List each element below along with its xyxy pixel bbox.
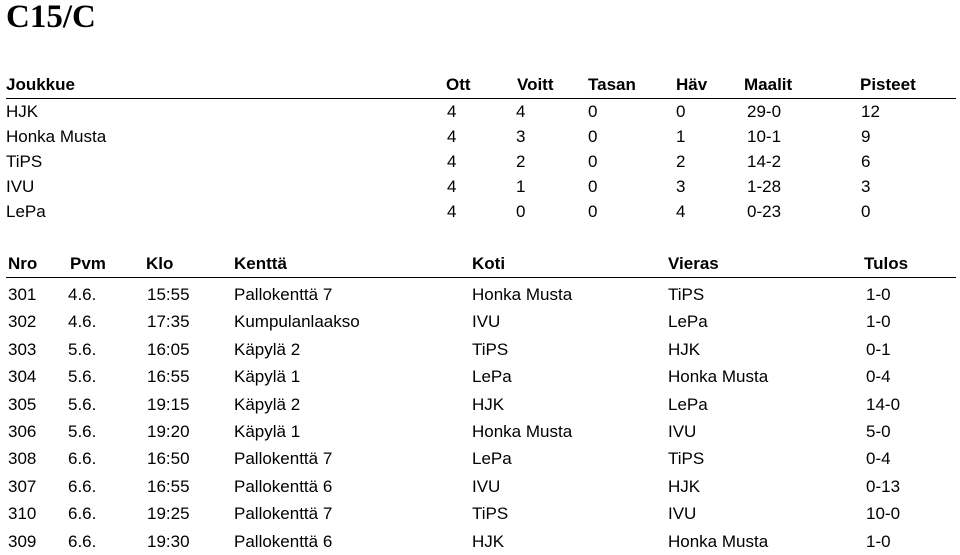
- match-cell-koti: LePa: [472, 449, 512, 469]
- match-cell-nro: 301: [8, 285, 37, 304]
- match-row: [6, 500, 956, 527]
- standings-cell-tasan: 0: [588, 177, 598, 196]
- standings-cell-hav: 1: [676, 127, 686, 146]
- standings-cell-ott: 4: [447, 127, 457, 146]
- match-cell-kentta: Kumpulanlaakso: [234, 312, 360, 332]
- match-cell-vieras: IVU: [668, 504, 697, 524]
- match-cell-klo: 19:30: [147, 531, 190, 551]
- match-cell-koti: TiPS: [472, 504, 509, 524]
- match-cell-kentta: Pallokenttä 7: [234, 449, 333, 469]
- match-cell-koti: LePa: [472, 367, 512, 387]
- match-cell-kentta: Käpylä 2: [234, 394, 301, 414]
- header-tasan: Tasan: [588, 75, 636, 94]
- match-cell-kentta: Pallokenttä 6: [234, 476, 333, 496]
- standings-body: [6, 99, 956, 224]
- match-cell-vieras: LePa: [668, 312, 708, 332]
- header-pisteet: Pisteet: [860, 75, 916, 94]
- standings-cell-team: IVU: [6, 177, 35, 196]
- match-cell-kentta: Pallokenttä 7: [234, 504, 333, 524]
- header-team: Joukkue: [6, 75, 75, 94]
- match-cell-pvm: 6.6.: [68, 504, 97, 524]
- match-cell-pvm: 5.6.: [68, 367, 97, 387]
- header-hav: Häv: [676, 75, 708, 94]
- standings-table: [6, 72, 956, 224]
- standings-cell-voitt: 1: [516, 177, 526, 196]
- header-koti: Koti: [472, 254, 506, 273]
- matches-header-row: [6, 250, 956, 278]
- standings-cell-maalit: 14-2: [747, 152, 782, 171]
- standings-cell-tasan: 0: [588, 102, 598, 121]
- header-vieras: Vieras: [668, 254, 719, 273]
- match-cell-vieras: HJK: [668, 476, 701, 496]
- match-cell-koti: Honka Musta: [472, 285, 573, 304]
- match-row: [6, 336, 956, 363]
- standings-cell-tasan: 0: [588, 202, 598, 221]
- standings-cell-tasan: 0: [588, 152, 598, 171]
- match-cell-nro: 302: [8, 312, 37, 332]
- standings-cell-hav: 0: [676, 102, 686, 121]
- standings-header-row: [6, 72, 956, 99]
- match-cell-pvm: 5.6.: [68, 339, 97, 359]
- standings-cell-maalit: 1-28: [747, 177, 782, 196]
- match-cell-pvm: 4.6.: [68, 285, 97, 304]
- match-cell-klo: 16:55: [147, 476, 190, 496]
- standings-cell-hav: 3: [676, 177, 686, 196]
- standings-cell-pisteet: 9: [861, 127, 871, 146]
- match-cell-koti: Honka Musta: [472, 421, 573, 441]
- standings-cell-tasan: 0: [588, 127, 598, 146]
- match-cell-tulos: 10-0: [866, 504, 901, 524]
- match-cell-tulos: 0-4: [866, 449, 891, 469]
- match-cell-nro: 304: [8, 367, 37, 387]
- standings-cell-voitt: 2: [516, 152, 526, 171]
- match-row: [6, 391, 956, 418]
- header-klo: Klo: [146, 254, 174, 273]
- standings-cell-ott: 4: [447, 202, 457, 221]
- match-cell-koti: IVU: [472, 312, 501, 332]
- match-cell-kentta: Käpylä 1: [234, 367, 301, 387]
- standings-row: [6, 174, 956, 199]
- match-cell-vieras: HJK: [668, 339, 701, 359]
- header-voitt: Voitt: [517, 75, 554, 94]
- match-cell-nro: 306: [8, 421, 37, 441]
- standings-cell-team: Honka Musta: [6, 127, 107, 146]
- match-cell-klo: 16:50: [147, 449, 190, 469]
- match-cell-pvm: 6.6.: [68, 449, 97, 469]
- match-cell-koti: HJK: [472, 531, 505, 551]
- match-cell-vieras: Honka Musta: [668, 531, 769, 551]
- standings-cell-voitt: 3: [516, 127, 526, 146]
- standings-cell-pisteet: 0: [861, 202, 871, 221]
- standings-cell-ott: 4: [447, 102, 457, 121]
- match-cell-kentta: Pallokenttä 6: [234, 531, 333, 551]
- standings-row: [6, 199, 956, 224]
- standings-row: [6, 149, 956, 174]
- match-cell-tulos: 0-1: [866, 339, 891, 359]
- page-title: C15/C: [6, 0, 96, 35]
- match-cell-tulos: 1-0: [866, 285, 891, 304]
- match-cell-klo: 15:55: [147, 285, 190, 304]
- matches-body: [6, 281, 956, 555]
- standings-cell-voitt: 0: [516, 202, 526, 221]
- header-nro: Nro: [8, 254, 38, 273]
- match-cell-pvm: 5.6.: [68, 394, 97, 414]
- match-row: [6, 281, 956, 308]
- standings-cell-pisteet: 12: [861, 102, 880, 121]
- match-cell-nro: 308: [8, 449, 37, 469]
- standings-cell-ott: 4: [447, 152, 457, 171]
- standings-cell-pisteet: 6: [861, 152, 871, 171]
- match-cell-nro: 307: [8, 476, 37, 496]
- standings-cell-maalit: 0-23: [747, 202, 782, 221]
- standings-cell-pisteet: 3: [861, 177, 871, 196]
- match-cell-kentta: Käpylä 2: [234, 339, 301, 359]
- match-cell-vieras: Honka Musta: [668, 367, 769, 387]
- match-row: [6, 528, 956, 555]
- header-tulos: Tulos: [864, 254, 909, 273]
- header-pvm: Pvm: [70, 254, 106, 273]
- match-row: [6, 445, 956, 472]
- match-cell-tulos: 0-4: [866, 367, 891, 387]
- match-cell-vieras: LePa: [668, 394, 708, 414]
- match-cell-pvm: 5.6.: [68, 421, 97, 441]
- standings-cell-hav: 4: [676, 202, 686, 221]
- match-cell-tulos: 14-0: [866, 394, 901, 414]
- match-cell-pvm: 4.6.: [68, 312, 97, 332]
- match-cell-klo: 17:35: [147, 312, 190, 332]
- match-cell-nro: 309: [8, 531, 37, 551]
- match-cell-koti: TiPS: [472, 339, 509, 359]
- match-row: [6, 473, 956, 500]
- match-cell-klo: 19:25: [147, 504, 190, 524]
- standings-cell-hav: 2: [676, 152, 686, 171]
- standings-cell-team: TiPS: [6, 152, 43, 171]
- match-cell-tulos: 1-0: [866, 531, 891, 551]
- standings-cell-voitt: 4: [516, 102, 526, 121]
- standings-cell-team: HJK: [6, 102, 39, 121]
- standings-cell-team: LePa: [6, 202, 46, 221]
- match-cell-tulos: 0-13: [866, 476, 901, 496]
- match-cell-vieras: TiPS: [668, 285, 705, 304]
- match-cell-klo: 16:55: [147, 367, 190, 387]
- standings-cell-maalit: 29-0: [747, 102, 782, 121]
- match-cell-nro: 303: [8, 339, 37, 359]
- standings-cell-ott: 4: [447, 177, 457, 196]
- standings-cell-maalit: 10-1: [747, 127, 782, 146]
- match-cell-nro: 305: [8, 394, 37, 414]
- match-cell-klo: 16:05: [147, 339, 190, 359]
- match-cell-kentta: Pallokenttä 7: [234, 285, 333, 304]
- match-cell-klo: 19:15: [147, 394, 190, 414]
- match-cell-tulos: 5-0: [866, 421, 891, 441]
- header-kentta: Kenttä: [234, 254, 287, 273]
- match-cell-nro: 310: [8, 504, 37, 524]
- match-cell-kentta: Käpylä 1: [234, 421, 301, 441]
- match-cell-koti: IVU: [472, 476, 501, 496]
- match-cell-vieras: TiPS: [668, 449, 705, 469]
- matches-table: [6, 250, 956, 555]
- match-cell-klo: 19:20: [147, 421, 190, 441]
- standings-row: [6, 99, 956, 124]
- match-cell-pvm: 6.6.: [68, 531, 97, 551]
- header-ott: Ott: [446, 75, 471, 94]
- match-cell-vieras: IVU: [668, 421, 697, 441]
- header-maalit: Maalit: [744, 75, 793, 94]
- match-cell-tulos: 1-0: [866, 312, 891, 332]
- standings-row: [6, 124, 956, 149]
- match-row: [6, 418, 956, 445]
- match-row: [6, 363, 956, 390]
- match-cell-koti: HJK: [472, 394, 505, 414]
- match-cell-pvm: 6.6.: [68, 476, 97, 496]
- match-row: [6, 308, 956, 335]
